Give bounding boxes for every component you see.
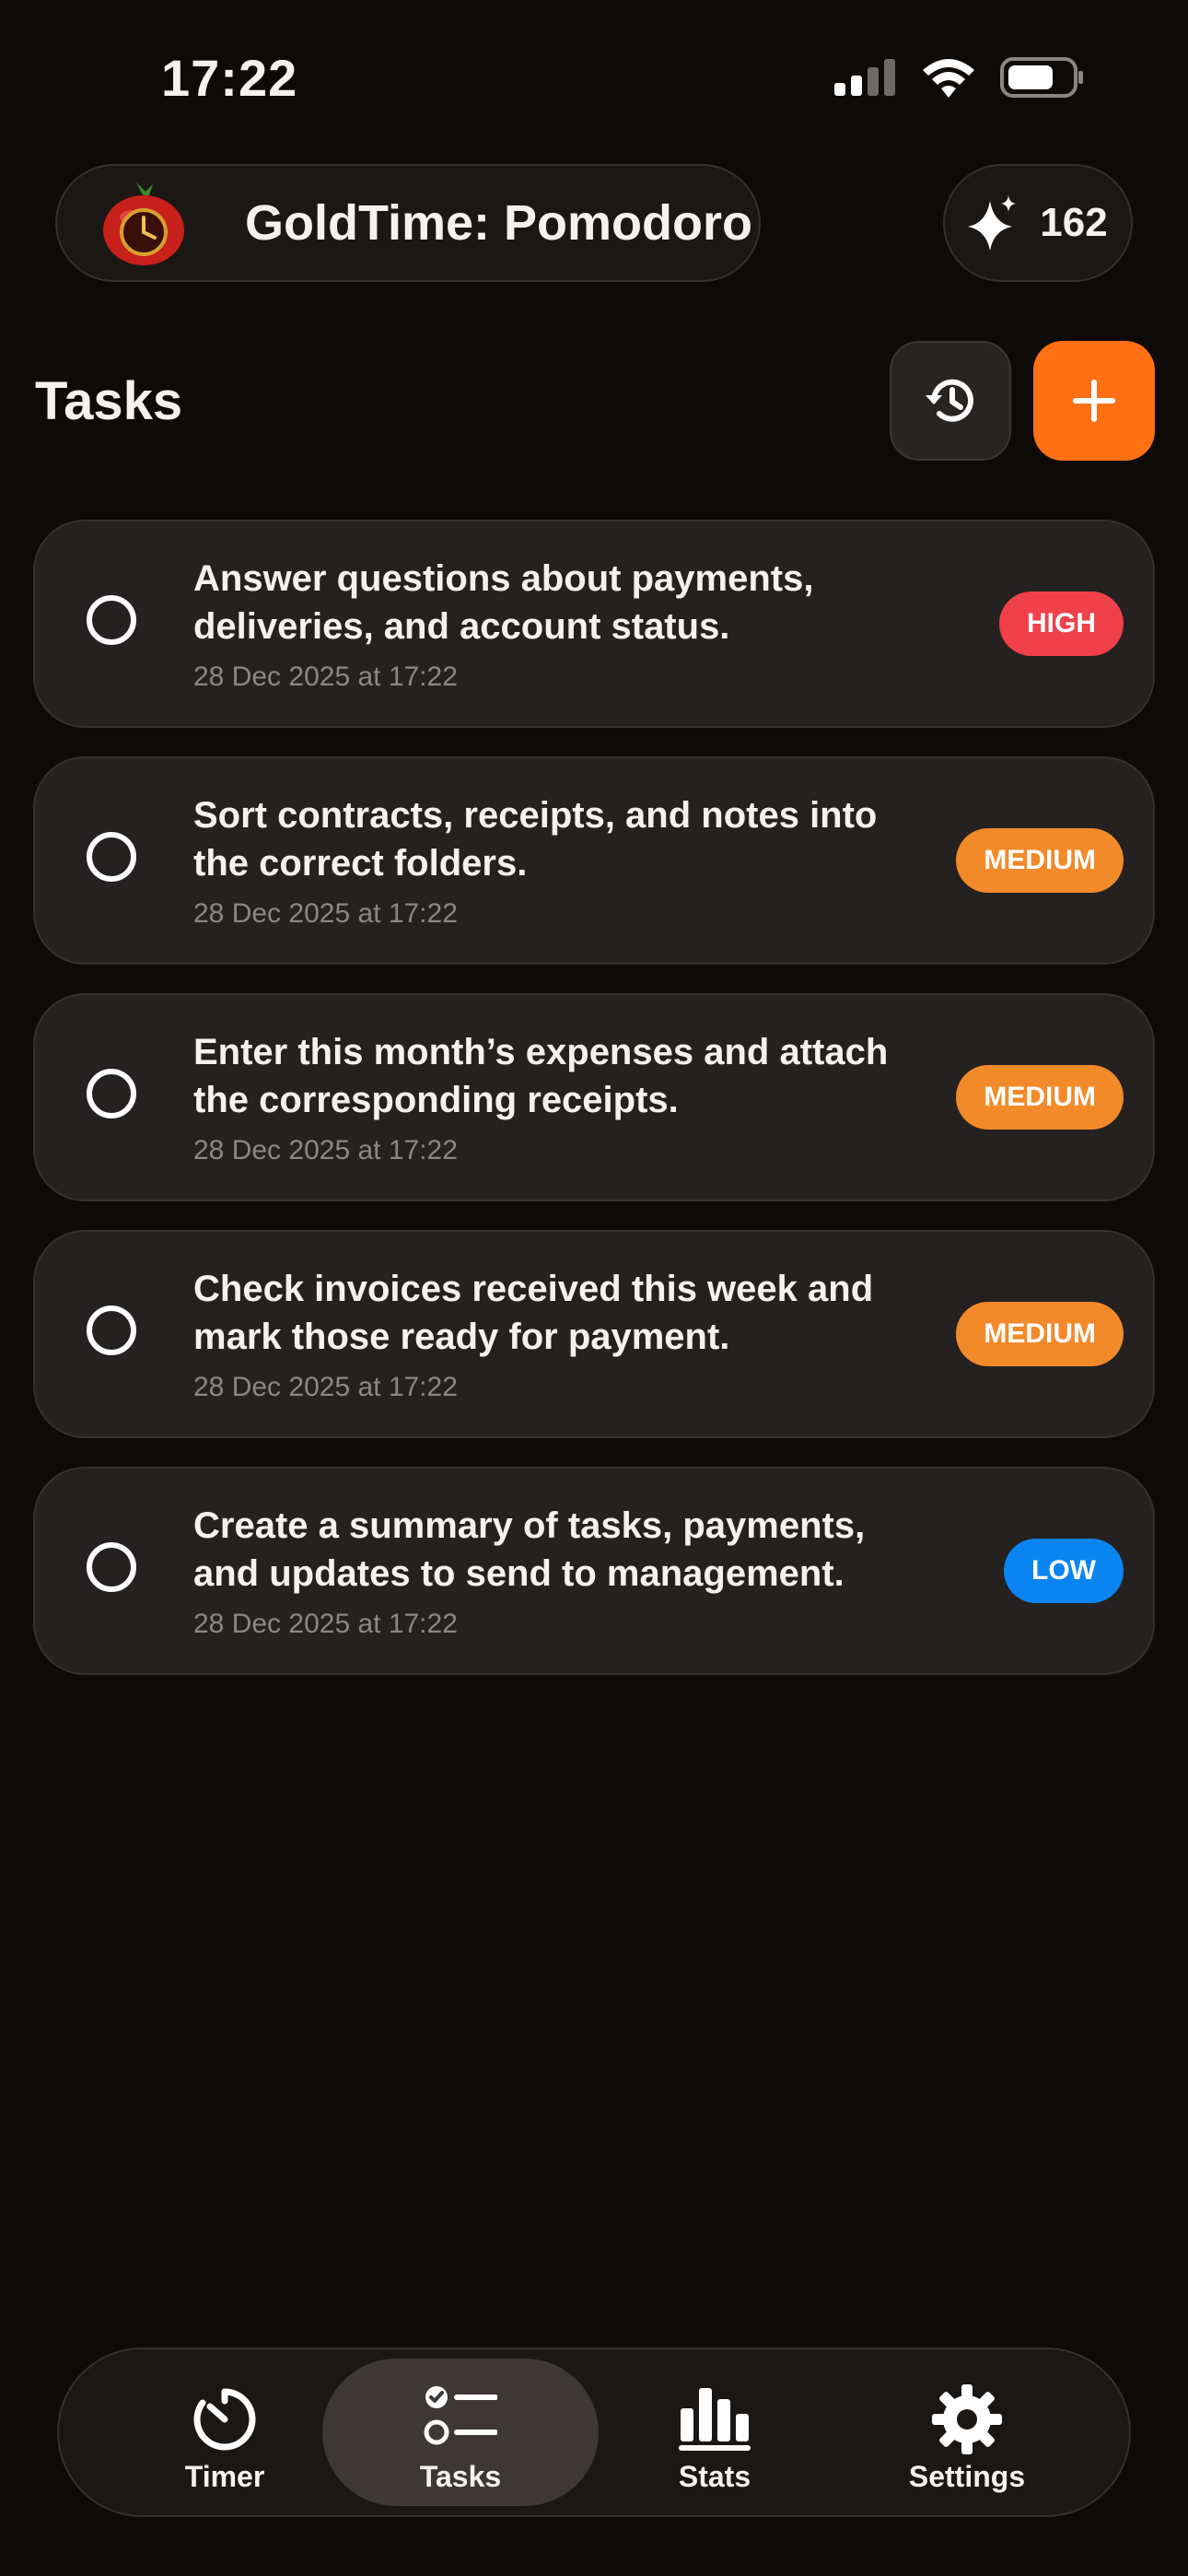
points-value: 162 — [1040, 200, 1108, 245]
tab-stats[interactable] — [577, 2359, 853, 2506]
task-item[interactable] — [33, 520, 1155, 728]
task-item[interactable] — [33, 993, 1155, 1201]
priority-badge: MEDIUM — [956, 1302, 1124, 1366]
tab-label: Tasks — [419, 2460, 502, 2493]
history-icon — [923, 373, 978, 428]
status-time: 17:22 — [161, 49, 298, 107]
task-item[interactable] — [33, 1230, 1155, 1438]
history-button[interactable] — [890, 341, 1011, 461]
wifi-icon — [921, 57, 976, 98]
task-title: Create a summary of tasks, payments, and updates to send to management. — [193, 1505, 866, 1594]
stats-icon — [679, 2384, 751, 2451]
app-title: GoldTime: Pomodoro — [245, 195, 752, 251]
task-checkbox[interactable] — [87, 1306, 136, 1355]
timer-icon — [190, 2384, 260, 2454]
gear-icon — [932, 2384, 1002, 2454]
sparkles-icon — [968, 195, 1018, 251]
task-item[interactable] — [33, 756, 1155, 965]
tab-label: Stats — [678, 2460, 751, 2493]
priority-badge: LOW — [1004, 1539, 1124, 1603]
task-date: 28 Dec 2025 at 17:22 — [193, 1609, 458, 1639]
task-checkbox[interactable] — [87, 1069, 136, 1118]
task-item[interactable] — [33, 1467, 1155, 1675]
task-checkbox[interactable] — [87, 1542, 136, 1592]
task-checkbox[interactable] — [87, 595, 136, 645]
task-date: 28 Dec 2025 at 17:22 — [193, 1372, 458, 1402]
priority-badge: MEDIUM — [956, 828, 1124, 893]
tab-label: Settings — [908, 2460, 1026, 2493]
tab-tasks[interactable] — [322, 2359, 599, 2506]
tab-settings[interactable] — [829, 2359, 1105, 2506]
status-icons — [834, 57, 1085, 98]
points-button[interactable] — [943, 164, 1133, 282]
task-date: 28 Dec 2025 at 17:22 — [193, 662, 458, 692]
task-list — [33, 520, 1155, 1704]
tab-label: Timer — [184, 2460, 265, 2493]
tab-timer[interactable] — [87, 2359, 363, 2506]
tab-bar — [57, 2348, 1131, 2517]
page-title: Tasks — [35, 371, 183, 431]
priority-badge: HIGH — [999, 591, 1124, 656]
task-title: Answer questions about payments, deliveries, and account status. — [193, 558, 814, 647]
tomato-clock-icon — [99, 179, 188, 267]
task-checkbox[interactable] — [87, 832, 136, 882]
cellular-signal-icon — [834, 59, 897, 96]
tasks-icon — [424, 2384, 497, 2449]
battery-icon — [1000, 57, 1085, 98]
task-date: 28 Dec 2025 at 17:22 — [193, 898, 458, 929]
plus-icon — [1072, 379, 1116, 423]
task-title: Check invoices received this week and mark those ready for payment. — [193, 1269, 874, 1357]
task-title: Enter this month’s expenses and attach the corresponding receipts. — [193, 1032, 889, 1120]
task-title: Sort contracts, receipts, and notes into the correct folders. — [193, 795, 878, 884]
task-date: 28 Dec 2025 at 17:22 — [193, 1135, 458, 1165]
priority-badge: MEDIUM — [956, 1065, 1124, 1130]
add-task-button[interactable] — [1033, 341, 1155, 461]
app-title-pill[interactable] — [55, 164, 761, 282]
